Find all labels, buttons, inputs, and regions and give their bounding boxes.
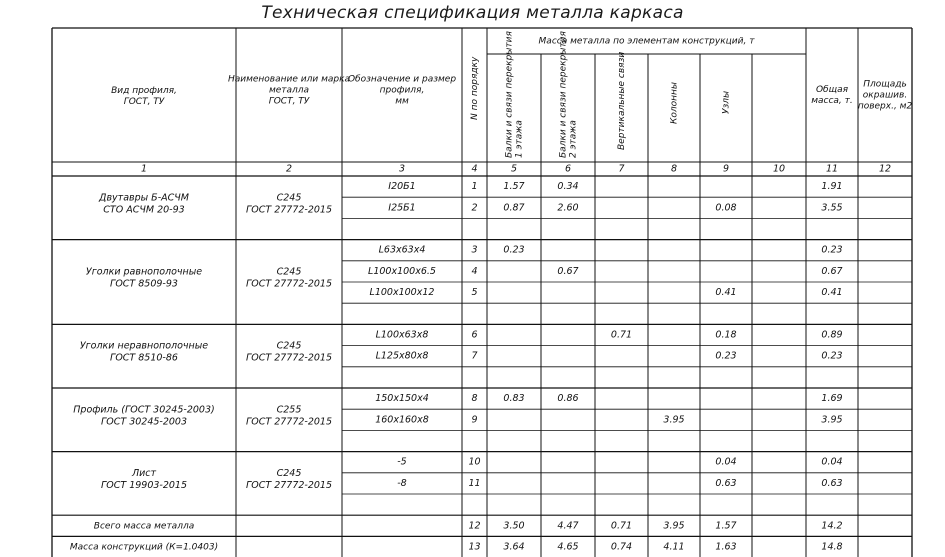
mass-nodes-cell: 0.23: [715, 350, 737, 362]
row-no-cell: 6: [471, 329, 478, 341]
designation-cell: L100x100x12: [369, 287, 435, 299]
mass-total-cell: 1.69: [821, 393, 843, 405]
designation-cell: L63x63x4: [378, 244, 426, 256]
profile-type-cell: Уголки неравнополочные: [79, 340, 209, 352]
designation-cell: -5: [397, 456, 407, 468]
mass-total-cell: 0.23: [821, 244, 843, 256]
row-no-cell: 5: [471, 287, 478, 299]
row-no-cell: 8: [471, 393, 478, 405]
header-designation: Обозначение и размер: [347, 74, 457, 85]
header-paint-area: поверх., м2: [857, 101, 913, 112]
column-number: 8: [670, 163, 678, 175]
header-profile-type: ГОСТ, ТУ: [123, 97, 165, 107]
mass-nodes-cell: 0.18: [715, 329, 737, 341]
mass-total-cell: 3.55: [821, 202, 843, 214]
header-grade: Наименование или марка: [227, 74, 351, 85]
totals-nodes-cell: 1.57: [715, 520, 737, 532]
totals-vertical-cell: 0.74: [610, 541, 633, 553]
header-designation: профиля,: [379, 85, 425, 96]
designation-cell: L100x63x8: [375, 329, 429, 341]
column-number: 9: [722, 163, 730, 175]
designation-cell: L100x100x6.5: [368, 265, 436, 277]
mass-beams1-cell: 0.23: [503, 244, 525, 256]
header-total-mass: Общая: [815, 85, 849, 95]
totals-columns-cell: 3.95: [663, 520, 685, 532]
header-grade: металла: [268, 85, 310, 96]
row-no-cell: 10: [468, 456, 481, 468]
mass-nodes-cell: 0.04: [715, 456, 737, 468]
designation-cell: I20Б1: [388, 181, 416, 193]
profile-type-cell: ГОСТ 30245-2003: [100, 416, 188, 428]
mass-beams2-cell: 0.34: [557, 181, 579, 193]
mass-nodes-cell: 0.08: [715, 202, 737, 214]
totals-label: Всего масса металла: [93, 521, 195, 532]
column-number: 10: [772, 163, 786, 175]
mass-beams2-cell: 2.60: [557, 202, 579, 214]
header-vertical-bracing: Вертикальные связи: [617, 51, 627, 150]
row-no-cell: 11: [468, 477, 481, 489]
column-number: 6: [564, 163, 572, 175]
totals-total-cell: 14.2: [821, 520, 843, 532]
column-number: 4: [471, 163, 478, 175]
mass-columns-cell: 3.95: [663, 414, 685, 426]
header-columns: Колонны: [669, 81, 680, 124]
designation-cell: I25Б1: [388, 202, 416, 214]
totals-total-cell: 14.8: [821, 541, 843, 553]
column-number: 7: [618, 163, 625, 175]
row-no-cell: 4: [471, 265, 478, 277]
designation-cell: -8: [397, 477, 407, 489]
header-beams-floor1: Балки и связи перекрытия: [504, 31, 515, 158]
grade-cell: С245: [276, 340, 302, 352]
profile-type-cell: Двутавры Б-АСЧМ: [99, 192, 189, 204]
header-designation: мм: [395, 96, 409, 107]
designation-cell: 160x160x8: [375, 414, 429, 426]
mass-nodes-cell: 0.63: [715, 477, 737, 489]
profile-type-cell: Лист: [131, 467, 157, 479]
totals-beams2-cell: 4.65: [557, 541, 579, 553]
header-row-no: N по порядку: [470, 56, 480, 120]
totals-columns-cell: 4.11: [663, 541, 685, 553]
mass-total-cell: 3.95: [821, 414, 843, 426]
row-no-cell: 12: [468, 520, 481, 532]
header-beams-floor2: Балки и связи перекрытия: [558, 31, 569, 158]
mass-vertical-cell: 0.71: [610, 329, 633, 341]
grade-cell: ГОСТ 27772-2015: [245, 278, 333, 290]
mass-total-cell: 0.23: [821, 350, 843, 362]
row-no-cell: 1: [471, 181, 478, 193]
designation-cell: L125x80x8: [375, 350, 429, 362]
header-beams-floor2: 2 этажа: [568, 120, 579, 158]
totals-beams2-cell: 4.47: [557, 520, 579, 532]
totals-beams1-cell: 3.50: [503, 520, 525, 532]
header-nodes: Узлы: [721, 90, 732, 114]
grade-cell: ГОСТ 27772-2015: [245, 352, 333, 364]
totals-vertical-cell: 0.71: [610, 520, 633, 532]
header-total-mass: масса, т.: [811, 96, 853, 106]
column-number: 1: [140, 163, 148, 175]
mass-beams2-cell: 0.86: [557, 393, 579, 405]
mass-nodes-cell: 0.41: [715, 287, 737, 299]
designation-cell: 150x150x4: [375, 393, 429, 405]
column-number: 3: [398, 163, 406, 175]
mass-beams1-cell: 0.87: [503, 202, 525, 214]
totals-nodes-cell: 1.63: [715, 541, 737, 553]
header-beams-floor1: 1 этажа: [514, 120, 525, 158]
profile-type-cell: ГОСТ 8510-86: [110, 352, 178, 364]
grade-cell: С255: [276, 404, 302, 416]
column-number: 11: [825, 163, 839, 175]
row-no-cell: 9: [471, 414, 478, 426]
row-no-cell: 3: [471, 244, 478, 256]
grade-cell: С245: [276, 266, 302, 278]
mass-beams1-cell: 1.57: [503, 181, 525, 193]
column-number: 12: [878, 163, 892, 175]
column-number: 2: [285, 163, 293, 175]
totals-label: Масса конструкций (К=1.0403): [69, 542, 219, 553]
grade-cell: ГОСТ 27772-2015: [245, 416, 333, 428]
mass-beams2-cell: 0.67: [557, 265, 579, 277]
mass-total-cell: 0.67: [821, 265, 843, 277]
header-paint-area: Площадь: [863, 79, 907, 90]
profile-type-cell: СТО АСЧМ 20-93: [103, 204, 185, 216]
document-title: Техническая спецификация металла каркаса: [261, 3, 684, 23]
row-no-cell: 13: [468, 541, 481, 553]
profile-type-cell: ГОСТ 19903-2015: [100, 479, 188, 491]
grade-cell: ГОСТ 27772-2015: [245, 479, 333, 491]
header-grade: ГОСТ, ТУ: [268, 96, 310, 107]
grade-cell: ГОСТ 27772-2015: [245, 204, 333, 216]
mass-total-cell: 0.63: [821, 477, 843, 489]
row-no-cell: 7: [471, 350, 478, 362]
totals-beams1-cell: 3.64: [503, 541, 525, 553]
column-number: 5: [510, 163, 518, 175]
grade-cell: С245: [276, 467, 302, 479]
mass-total-cell: 0.89: [821, 329, 843, 341]
header-profile-type: Вид профиля,: [111, 86, 177, 96]
profile-type-cell: ГОСТ 8509-93: [110, 278, 178, 290]
header-mass-group: Масса металла по элементам конструкций, т: [538, 36, 755, 47]
mass-total-cell: 1.91: [821, 181, 843, 193]
mass-total-cell: 0.04: [821, 456, 843, 468]
profile-type-cell: Профиль (ГОСТ 30245-2003): [73, 404, 215, 416]
row-no-cell: 2: [471, 202, 478, 214]
profile-type-cell: Уголки равнополочные: [85, 266, 203, 278]
mass-beams1-cell: 0.83: [503, 393, 525, 405]
header-paint-area: окрашив.: [862, 90, 908, 101]
mass-total-cell: 0.41: [821, 287, 843, 299]
grade-cell: С245: [276, 192, 302, 204]
